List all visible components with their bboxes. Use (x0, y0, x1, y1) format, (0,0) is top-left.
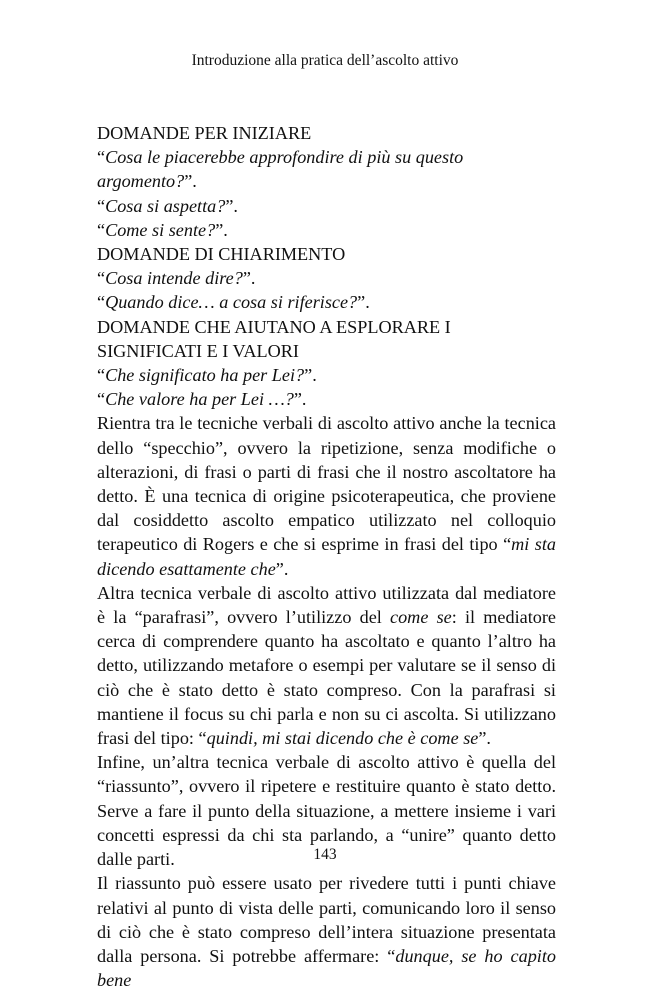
example-question: “Che valore ha per Lei …?”. (97, 389, 307, 410)
example-question: “Cosa si aspetta?”. (97, 195, 238, 216)
paragraph-parafrasi (97, 581, 556, 750)
question-text: Come si sente? (105, 219, 216, 240)
paragraph-riassunto: Infine, un’altra tecnica verbale di ascolto attivo è quella del “riassunto”, ovvero il ripetere e restituire quanto è stato detto. Serve a fare il punto della situazione, a mettere insieme i vari concetti espressi da chi sta parlando, a “unire” quanto detto dalle parti. (97, 752, 556, 870)
question-text: Quando dice… a cosa si riferisce? (105, 292, 358, 313)
paragraph-text: Il riassunto può essere usato per rivedere tutti i punti chiave relativi al punto di vista delle parti, comunicando loro il senso di ciò che è stato compreso dell’intera situazione presentata dalla persona. Si potrebbe affermare: “ (97, 873, 556, 966)
example-question: “Quando dice… a cosa si riferisce?”. (97, 292, 370, 313)
question-text: Che valore ha per Lei …? (105, 389, 294, 410)
example-question: “Cosa le piacerebbe approfondire di più su questo argomento?”. (97, 147, 464, 192)
question-text: Che significato ha per Lei? (105, 365, 305, 386)
running-header: Introduzione alla pratica dell’ascolto attivo (191, 52, 459, 69)
example-question: “Che significato ha per Lei?”. (97, 365, 317, 386)
example-question: “Come si sente?”. (97, 219, 228, 240)
paragraph-italic: come se (390, 607, 452, 628)
paragraph-text: Altra tecnica verbale di ascolto attivo utilizzata dal mediatore è la “parafrasi”, ovvero l’utilizzo del (97, 582, 556, 628)
section-heading: DOMANDE CHE AIUTANO A ESPLORARE I SIGNIFICATI E I VALORI (97, 316, 451, 361)
page-number: 143 (313, 846, 337, 863)
paragraph-italic: dunque, se ho capito bene (97, 945, 557, 991)
section-heading: DOMANDE PER INIZIARE (97, 123, 312, 143)
paragraph-italic: quindi, mi stai dicendo che è come se (206, 728, 479, 749)
question-text: Cosa le piacerebbe approfondire di più su questo argomento? (97, 147, 464, 192)
example-question: “Cosa intende dire?”. (97, 268, 256, 289)
paragraph-riassunto-uso (97, 871, 556, 992)
paragraph-text: ”. (478, 728, 491, 749)
paragraph-text: Rientra tra le tecniche verbali di ascolto attivo anche la tecnica dello “specchio”, ovvero la ripetizione, senza modifiche o alterazioni, di frasi o parti di frasi che il nostro ascoltatore ha detto. È una tecnica di origine psicoterapeutica, che proviene dal cosiddetto ascolto empatico utilizzato nel colloquio terapeutico di Rogers e che si esprime in frasi del tipo “ (97, 413, 556, 555)
paragraph-text: ”. (275, 558, 289, 579)
question-text: Cosa intende dire? (105, 268, 243, 289)
paragraph-italic: mi sta dicendo esattamente che (97, 534, 556, 579)
section-heading: DOMANDE DI CHIARIMENTO (97, 244, 346, 265)
paragraph-specchio (97, 411, 556, 580)
paragraph-text: : il mediatore cerca di comprendere quanto ha ascoltato e quanto l’altro ha detto, utilizzando metafore o esempi per valutare se il senso di ciò che è stato detto è stato compreso. Con la parafrasi si mantiene il focus su chi parla e non su ci ascolta. Si utilizzano frasi del tipo: “ (97, 607, 556, 749)
question-text: Cosa si aspetta? (105, 195, 226, 216)
